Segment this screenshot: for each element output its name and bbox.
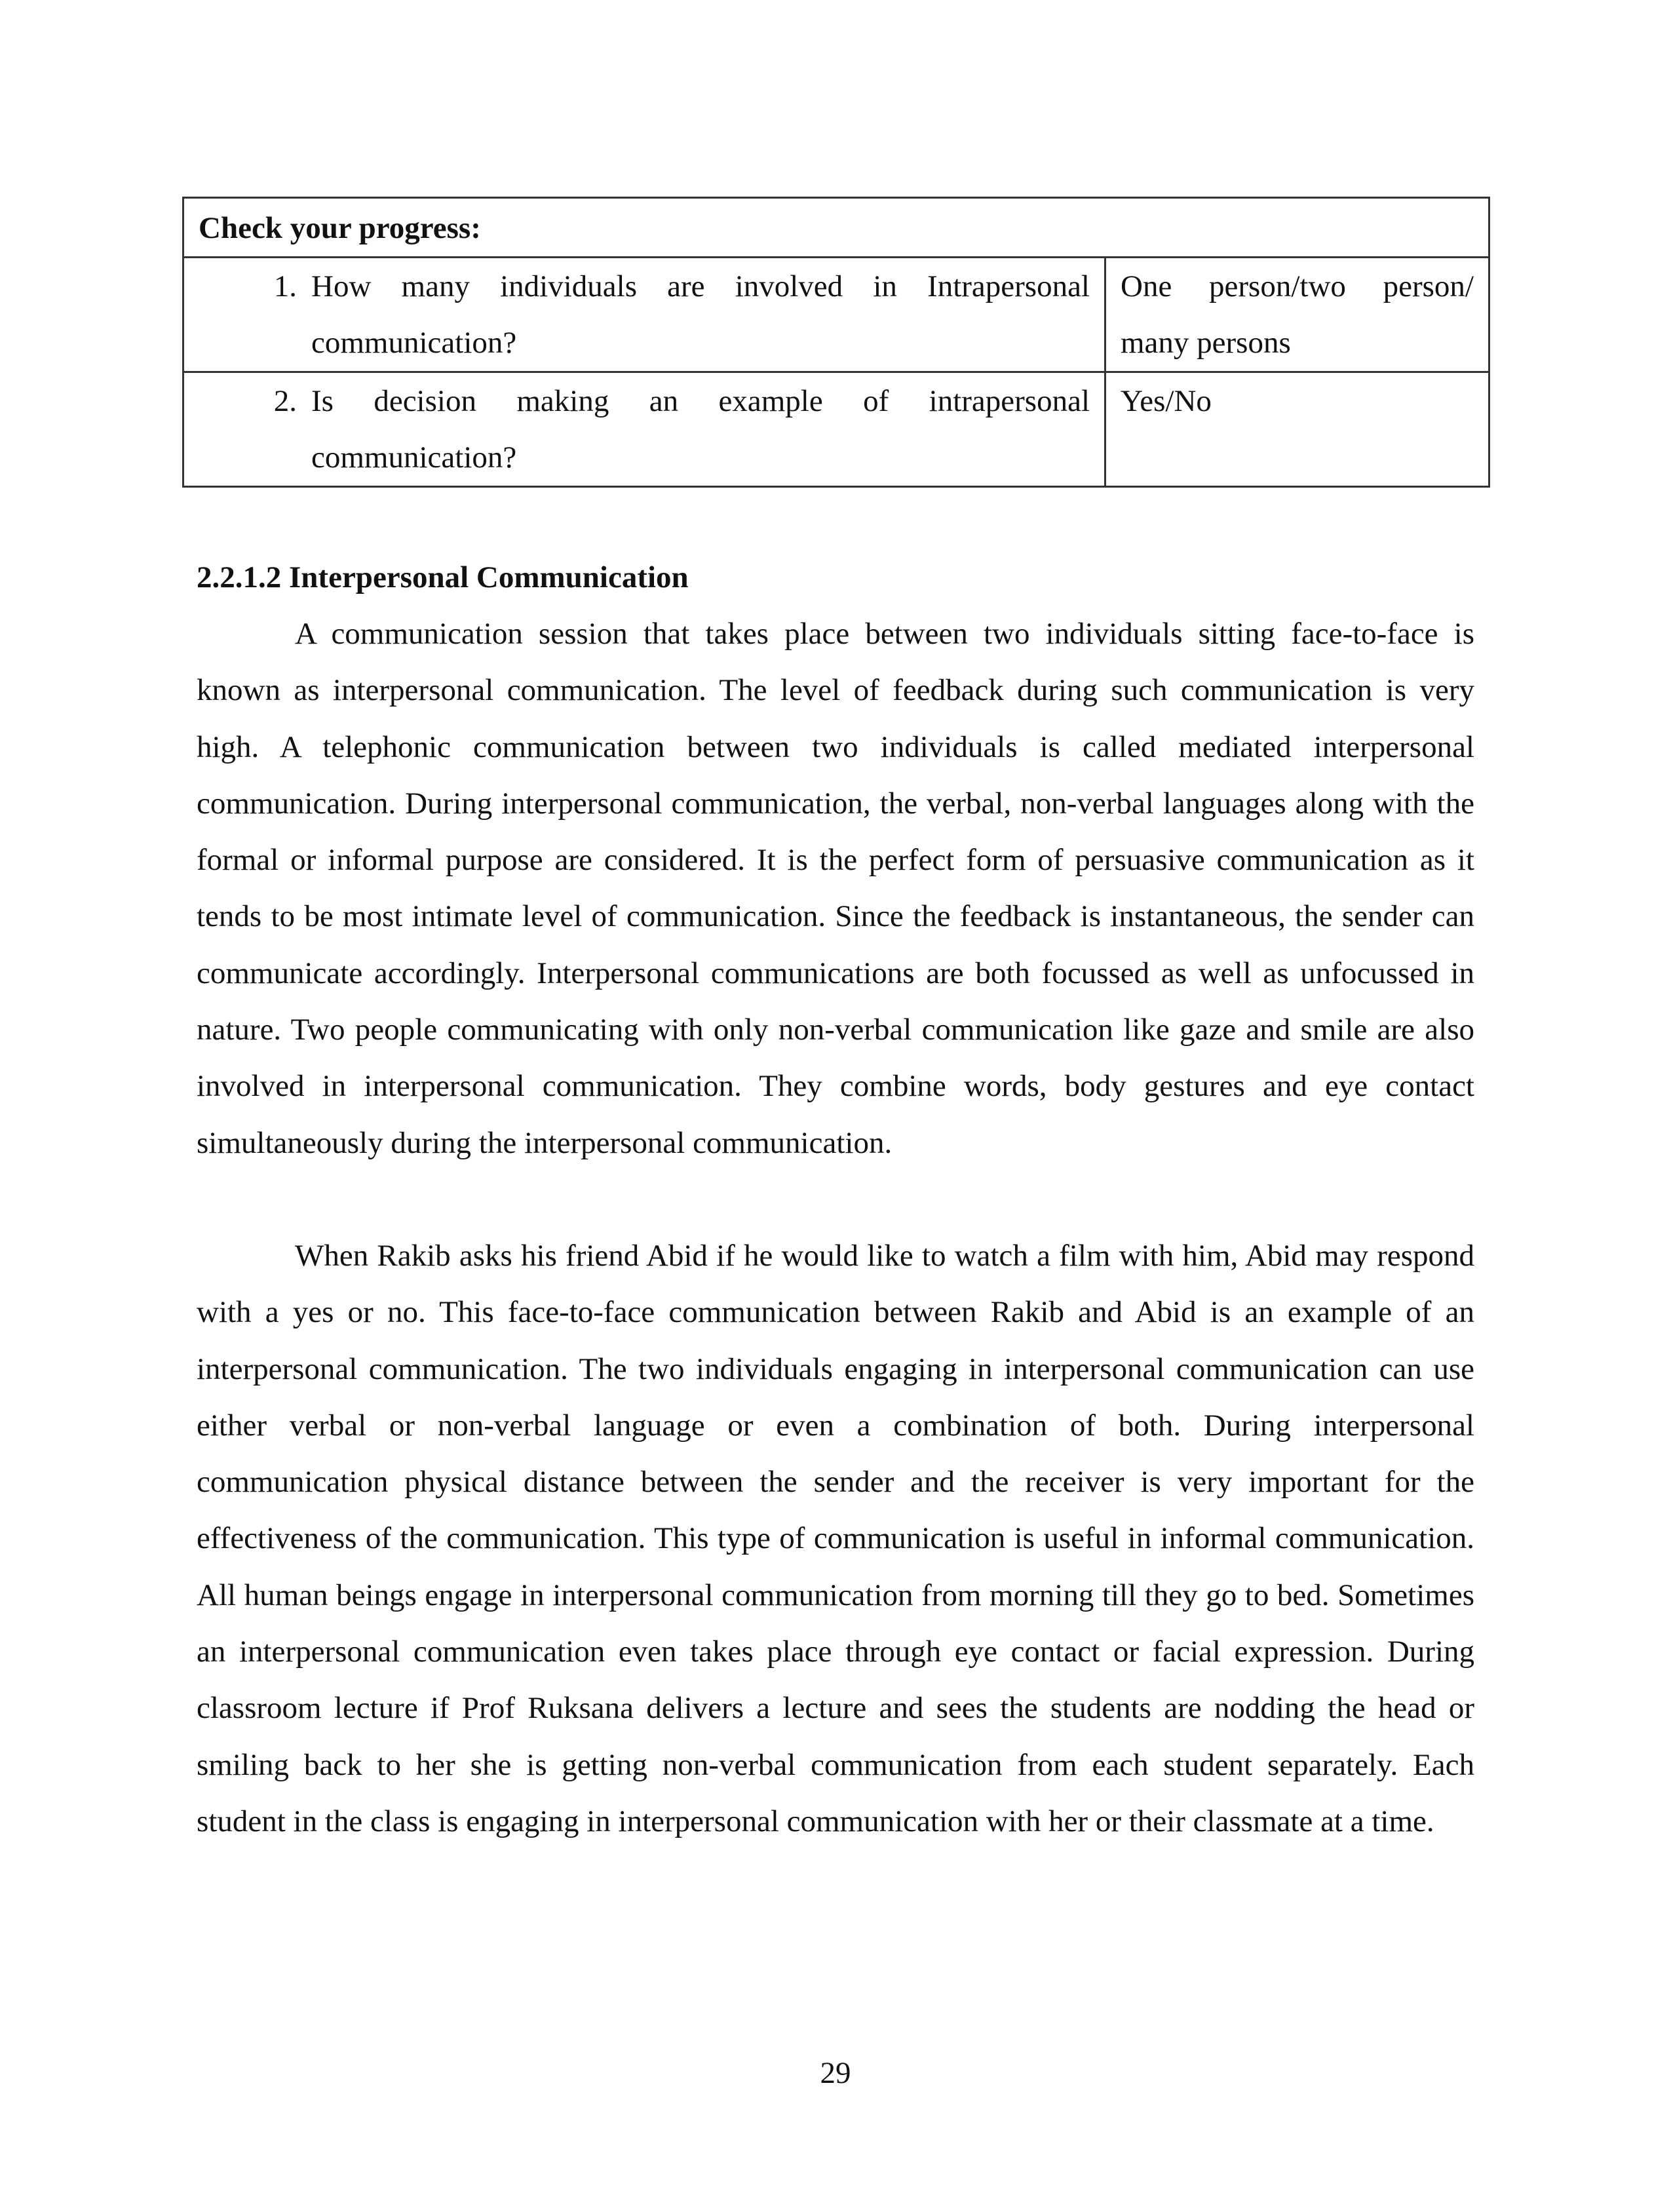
paragraph (197, 606, 1474, 1171)
paragraph (197, 1228, 1474, 1850)
check-progress-table (182, 197, 1490, 488)
table-header-row (183, 198, 1489, 258)
section-heading: 2.2.1.2 Interpersonal Communication (197, 560, 689, 594)
question-text: Is decision making an example of intrapersonal communication? (311, 384, 1090, 475)
question-number: 2. (273, 384, 297, 418)
table-row (183, 372, 1489, 487)
page-number: 29 (820, 2056, 851, 2090)
check-progress-title: Check your progress: (183, 198, 1489, 258)
paragraph-text: When Rakib asks his friend Abid if he would like to watch a film with him, Abid may respond with a yes or no. This face-to-face communication between Rakib and Abid is an example of an interpersonal communication. The two individuals engaging in interpersonal communication can use either verbal or non-verbal language or even a combination of both. During interpersonal communication physical distance between the sender and the receiver is very important for the effectiveness of the communication. This type of communication is useful in informal communication. All human beings engage in interpersonal communication from morning till they go to bed. Sometimes an interpersonal communication even takes place through eye contact or facial expression. During classroom lecture if Prof Ruksana delivers a lecture and sees the students are nodding the head or smiling back to her she is getting non-verbal communication from each student separately. Each student in the class is engaging in interpersonal communication with her or their classmate at a time. (197, 1239, 1474, 1838)
paragraph-text: A communication session that takes place between two individuals sitting face-to-face is known as interpersonal communication. The level of feedback during such communication is very high. A telephonic communication between two individuals is called mediated interpersonal communication. During interpersonal communication, the verbal, non-verbal languages along with the formal or informal purpose are considered. It is the perfect form of persuasive communication as it tends to be most intimate level of communication. Since the feedback is instantaneous, the sender can communicate accordingly. Interpersonal communications are both focussed as well as unfocussed in nature. Two people communicating with only non-verbal communication like gaze and smile are also involved in interpersonal communication. They combine words, body gestures and eye contact simultaneously during the interpersonal communication. (197, 617, 1474, 1160)
answer-options: One person/two person/ many persons (1105, 258, 1489, 372)
question-number: 1. (273, 269, 297, 303)
answer-options: Yes/No (1105, 372, 1489, 487)
question-cell (183, 372, 1105, 487)
table-row (183, 258, 1489, 372)
question-text: How many individuals are involved in Intrapersonal communication? (311, 269, 1090, 360)
question-cell (183, 258, 1105, 372)
